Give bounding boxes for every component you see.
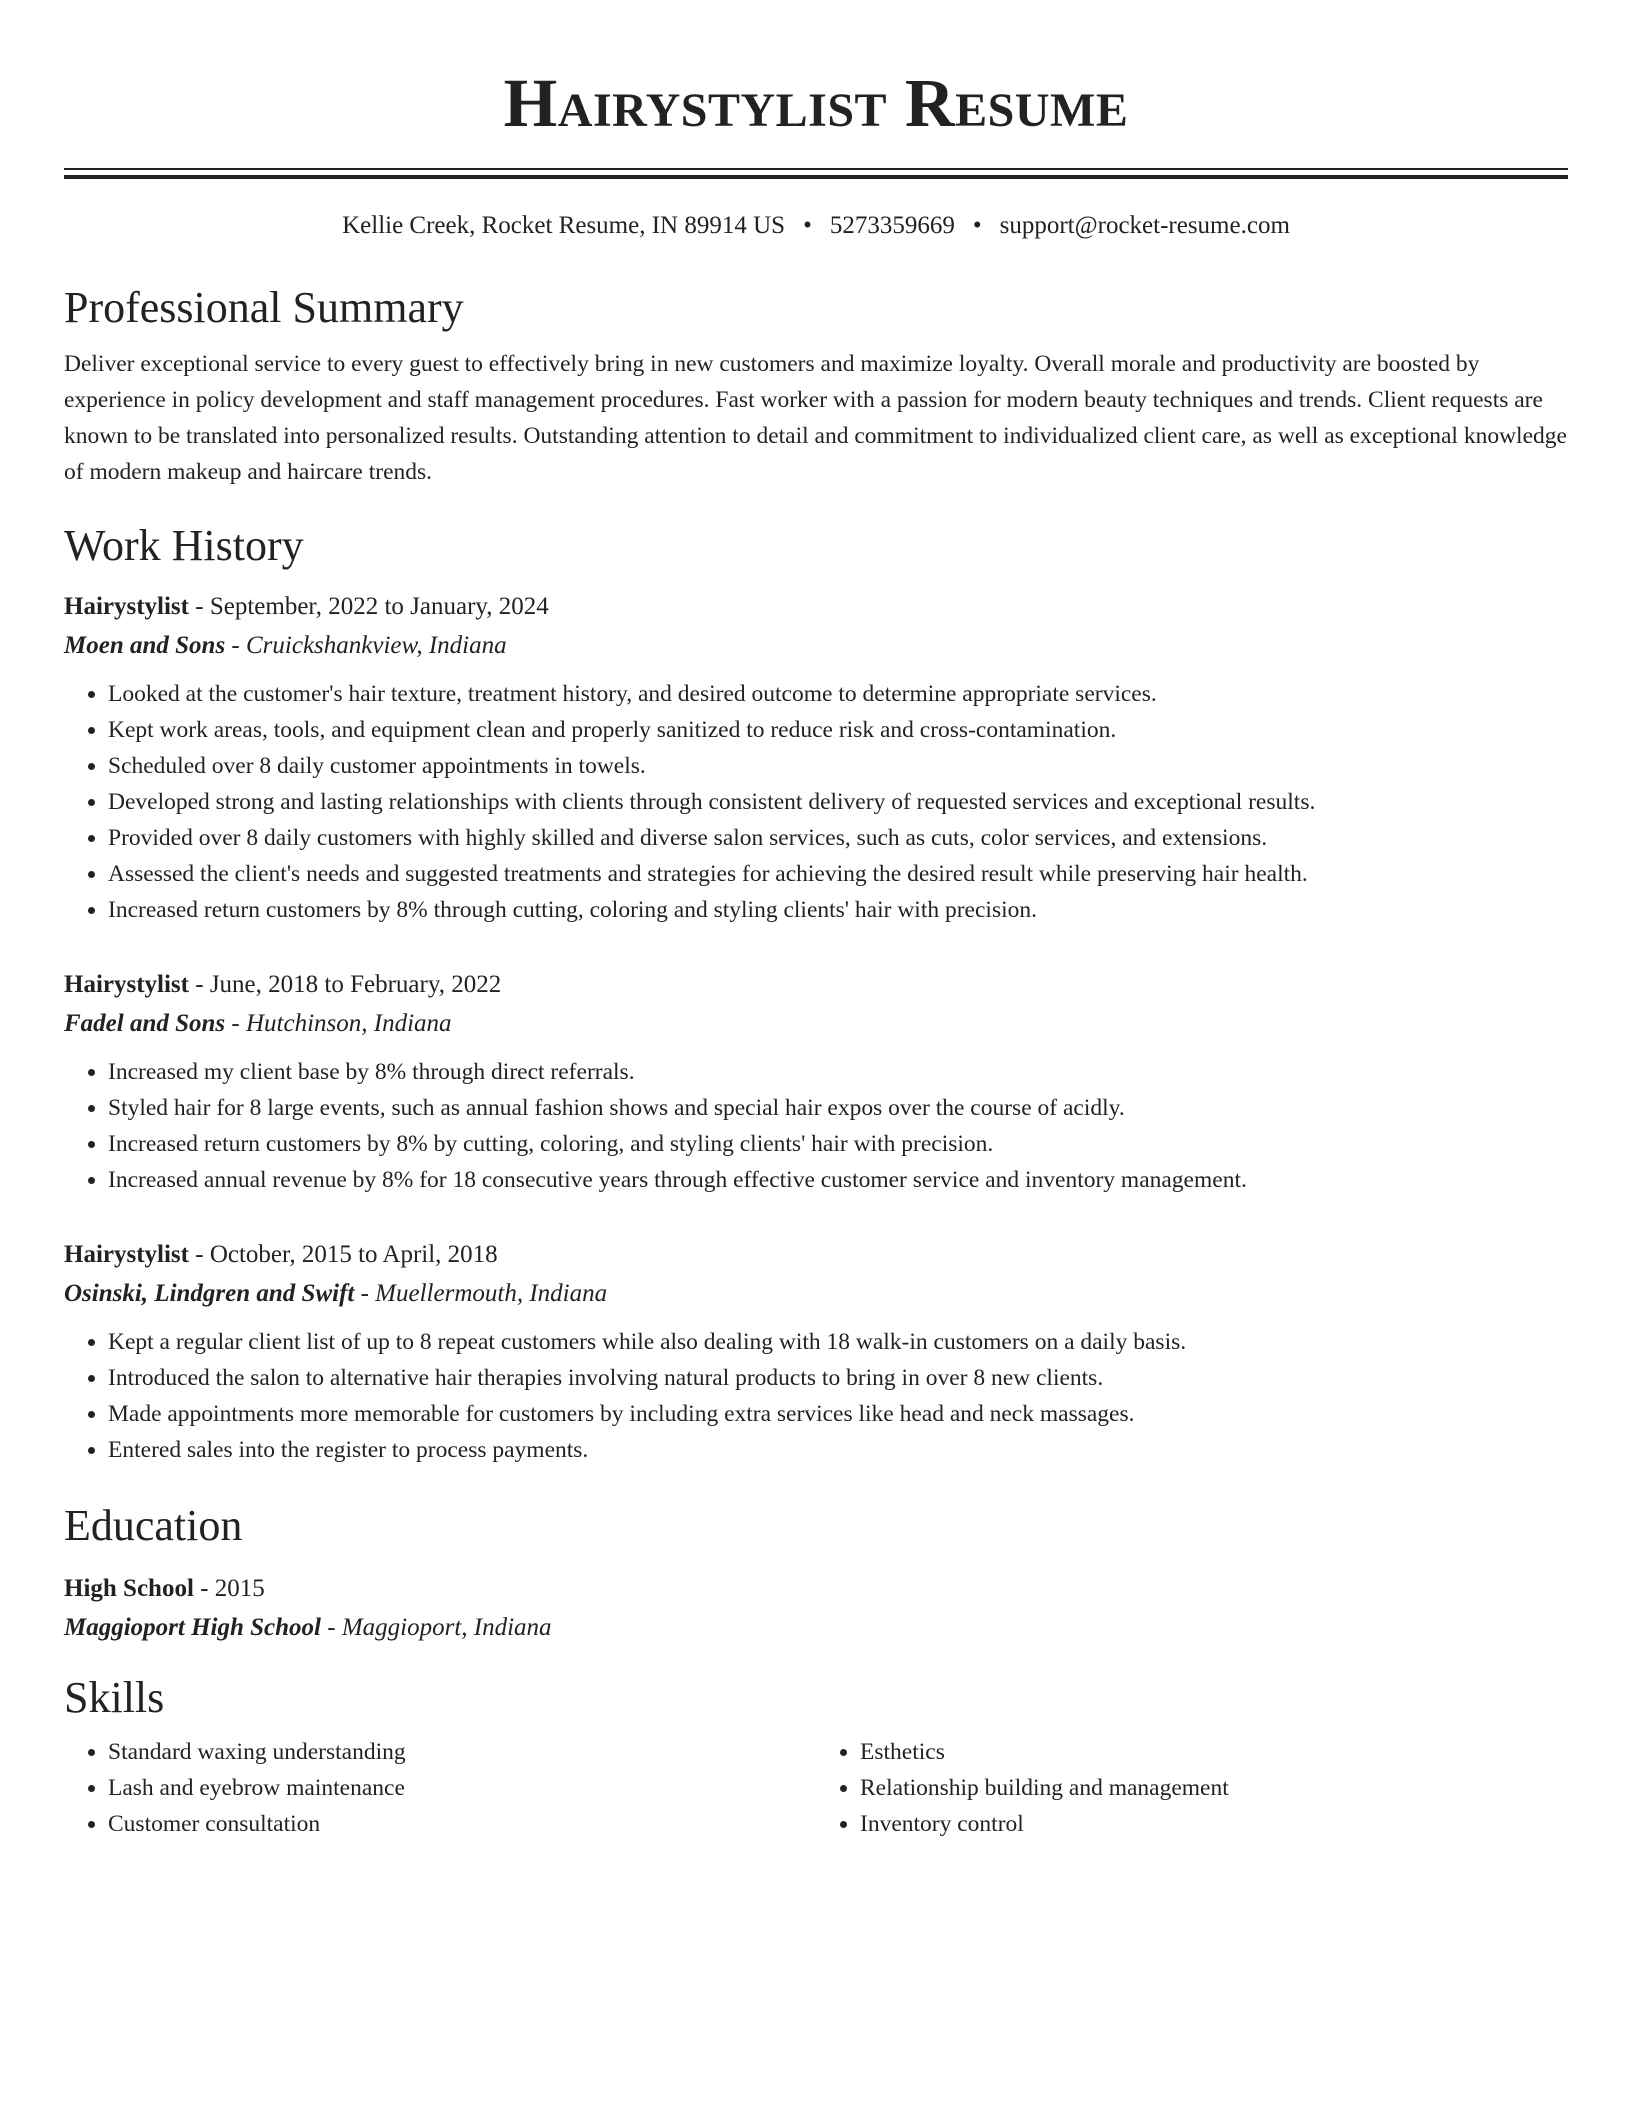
list-item: • Styled hair for 8 large events, such as annual fashion shows and special hair expos over the course of acidly. [108, 1090, 1568, 1126]
job-title: Hairystylist [64, 1241, 189, 1268]
education-location: - Maggioport, Indiana [321, 1614, 552, 1641]
list-item: • Increased return customers by 8% through cutting, coloring and styling clients' hair with precision. [108, 892, 1568, 928]
contact-phone: 5273359669 [829, 212, 955, 239]
contact-email: support@rocket-resume.com [999, 212, 1290, 239]
job-title-line [64, 588, 1568, 626]
list-item: • Assessed the client's needs and suggested treatments and strategies for achieving the desired result while preserving hair health. [108, 856, 1568, 892]
education-heading: Education [64, 1501, 243, 1550]
job-location: - Hutchinson, Indiana [225, 1010, 452, 1037]
contact-separator: • [972, 212, 982, 239]
list-item: • Looked at the customer's hair texture, treatment history, and desired outcome to determine appropriate services. [108, 676, 1568, 712]
resume-title: Hairystylist Resume [503, 65, 1129, 141]
list-item: • Scheduled over 8 daily customer appointments in towels. [108, 748, 1568, 784]
education-degree: High School [64, 1575, 194, 1602]
list-item: • Kept a regular client list of up to 8 repeat customers while also dealing with 18 walk-in customers on a daily basis. [108, 1324, 1568, 1360]
job-title-line [64, 1236, 1568, 1274]
skills-list-left [64, 1734, 816, 1842]
list-item: • Kept work areas, tools, and equipment clean and properly sanitized to reduce risk and cross-contamination. [108, 712, 1568, 748]
job-company: Fadel and Sons [64, 1010, 226, 1037]
job-dates: - October, 2015 to April, 2018 [189, 1241, 498, 1268]
job-entry [64, 588, 1568, 928]
job-title: Hairystylist [64, 593, 189, 620]
skill-item: • Customer consultation [108, 1806, 816, 1842]
job-dates: - September, 2022 to January, 2024 [189, 593, 549, 620]
list-item: • Increased annual revenue by 8% for 18 consecutive years through effective customer service and inventory management. [108, 1162, 1568, 1198]
title-divider [64, 168, 1568, 178]
job-company-line [64, 626, 1568, 666]
education-school: Maggioport High School [64, 1614, 321, 1641]
summary-heading: Professional Summary [64, 283, 464, 332]
list-item: • Entered sales into the register to process payments. [108, 1432, 1568, 1468]
summary-text: Deliver exceptional service to every guest to effectively bring in new customers and maximize loyalty. Overall morale and productivity are boosted by experience in policy development and staff management procedures. Fast worker with a passion for modern beauty techniques and trends. Client requests are known to be translated into personalized results. Outstanding attention to detail and commitment to individualized client care, as well as exceptional knowledge of modern makeup and haircare trends. [64, 351, 1567, 485]
job-duties-list [64, 1054, 1568, 1198]
skill-item: • Relationship building and management [860, 1770, 1568, 1806]
divider-thick-line [64, 175, 1568, 179]
skill-item: • Esthetics [860, 1734, 1568, 1770]
job-company-line [64, 1274, 1568, 1314]
job-entry [64, 966, 1568, 1198]
job-company-line [64, 1004, 1568, 1044]
list-item: • Made appointments more memorable for customers by including extra services like head and neck massages. [108, 1396, 1568, 1432]
job-location: - Muellermouth, Indiana [354, 1280, 608, 1307]
job-duties-list [64, 1324, 1568, 1468]
list-item: • Provided over 8 daily customers with highly skilled and diverse salon services, such as cuts, color services, and extensions. [108, 820, 1568, 856]
contact-separator: • [803, 212, 812, 239]
education-degree-line [64, 1570, 1568, 1608]
education-school-line [64, 1608, 1568, 1648]
skill-item: • Lash and eyebrow maintenance [108, 1770, 816, 1806]
skills-heading: Skills [64, 1673, 165, 1722]
skills-columns [64, 1734, 1568, 1842]
job-duties-list [64, 676, 1568, 928]
list-item: • Introduced the salon to alternative hair therapies involving natural products to bring in over 8 new clients. [108, 1360, 1568, 1396]
job-location: - Cruickshankview, Indiana [225, 632, 507, 659]
skill-item: • Standard waxing understanding [108, 1734, 816, 1770]
education-entry [64, 1570, 1568, 1648]
list-item: • Developed strong and lasting relationships with clients through consistent delivery of requested services and exceptional results. [108, 784, 1568, 820]
work-history-heading: Work History [64, 521, 304, 570]
education-year: - 2015 [193, 1575, 265, 1602]
job-company: Osinski, Lindgren and Swift [64, 1280, 355, 1307]
job-dates: - June, 2018 to February, 2022 [189, 971, 502, 998]
divider-thin-line [64, 168, 1568, 170]
list-item: • Increased return customers by 8% by cutting, coloring, and styling clients' hair with precision. [108, 1126, 1568, 1162]
job-title-line [64, 966, 1568, 1004]
skills-list-right [816, 1734, 1568, 1842]
contact-line [64, 208, 1568, 244]
job-title: Hairystylist [64, 971, 189, 998]
job-company: Moen and Sons [64, 632, 226, 659]
contact-address: Kellie Creek, Rocket Resume, IN 89914 US [342, 212, 786, 239]
job-entry [64, 1236, 1568, 1468]
list-item: • Increased my client base by 8% through direct referrals. [108, 1054, 1568, 1090]
skill-item: • Inventory control [860, 1806, 1568, 1842]
